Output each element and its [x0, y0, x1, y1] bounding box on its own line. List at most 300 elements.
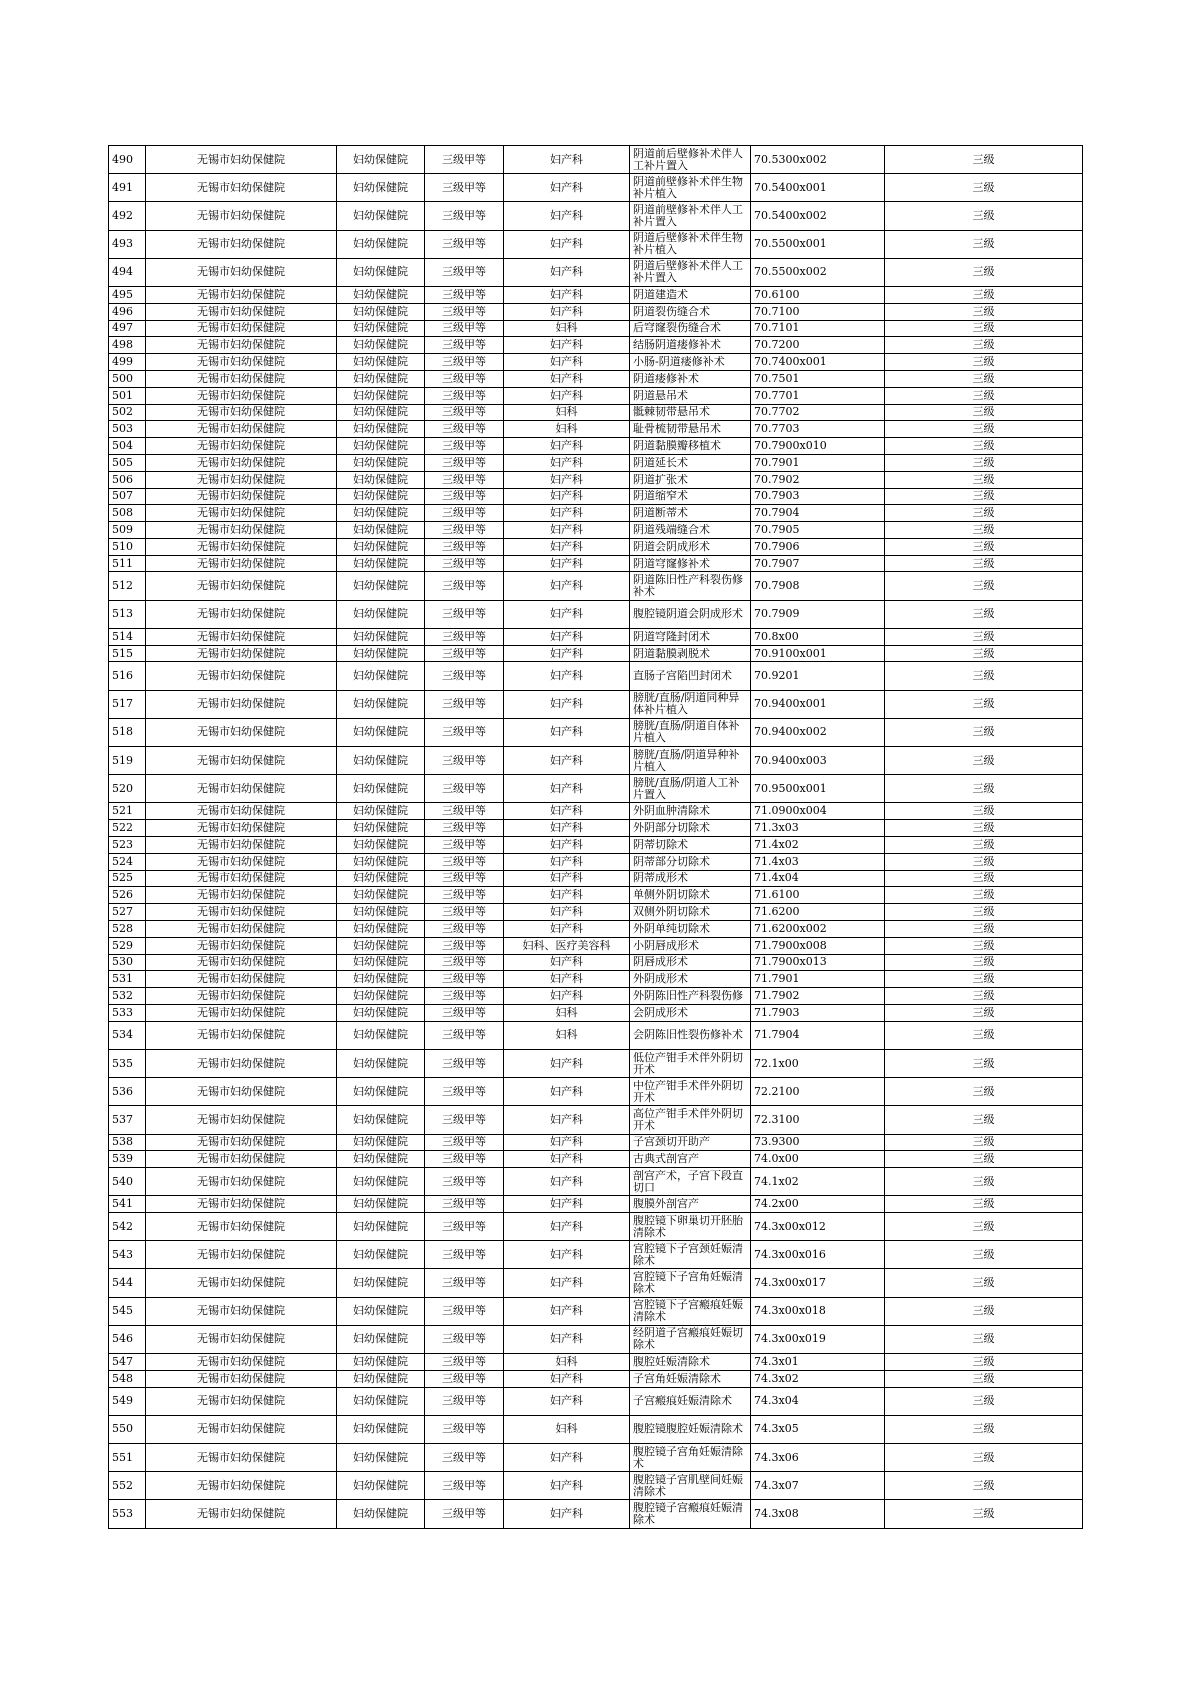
department: 妇产科: [550, 1152, 583, 1166]
hospital-name-cell: [146, 471, 337, 488]
hospital-level-cell: [425, 1106, 504, 1134]
procedure-name-cell: [630, 146, 751, 174]
department-cell: [504, 1472, 630, 1500]
hospital-level: 三级甲等: [442, 208, 486, 222]
row-number: 509: [112, 522, 133, 536]
procedure-code-cell: [751, 572, 885, 600]
hospital-name-cell: [146, 1472, 337, 1500]
procedure-code-cell: [751, 1106, 885, 1134]
department-cell: [504, 538, 630, 555]
hospital-level: 三级甲等: [442, 522, 486, 536]
department: 妇产科: [550, 472, 583, 486]
procedure-code: 70.9500x001: [754, 781, 827, 795]
procedure-code-cell: [751, 747, 885, 775]
department: 妇产科: [550, 781, 583, 795]
institution-type-cell: [337, 690, 425, 718]
hospital-level-cell: [425, 1241, 504, 1269]
surgery-grade-cell: [885, 230, 1083, 258]
institution-type: 妇幼保健院: [353, 1394, 408, 1408]
hospital-name: 无锡市妇幼保健院: [197, 439, 285, 452]
surgery-grade-cell: [885, 370, 1083, 387]
surgery-grade-cell: [885, 454, 1083, 471]
department: 妇产科: [550, 355, 583, 369]
surgery-grade: 三级: [972, 208, 995, 222]
surgery-grade-cell: [885, 1213, 1083, 1241]
hospital-name-cell: [146, 522, 337, 539]
table-row: [109, 387, 1083, 404]
surgery-grade: 三级: [972, 405, 995, 419]
institution-type-cell: [337, 853, 425, 870]
hospital-name-cell: [146, 971, 337, 988]
hospital-level-cell: [425, 303, 504, 320]
hospital-level: 三级甲等: [442, 905, 486, 919]
institution-type: 妇幼保健院: [353, 669, 408, 683]
department-cell: [504, 1387, 630, 1415]
procedure-code: 70.7703: [754, 422, 800, 436]
row-number-cell: [109, 370, 146, 387]
surgery-grade: 三级: [972, 753, 995, 767]
hospital-level-cell: [425, 803, 504, 820]
hospital-name-cell: [146, 1021, 337, 1049]
table-row: [109, 438, 1083, 455]
hospital-level: 三级甲等: [442, 1394, 486, 1408]
procedure-code: 74.3x07: [754, 1478, 799, 1492]
surgery-grade-cell: [885, 1297, 1083, 1325]
table-row: [109, 1415, 1083, 1443]
hospital-level-cell: [425, 454, 504, 471]
row-number: 547: [112, 1354, 133, 1368]
hospital-name-cell: [146, 1269, 337, 1297]
hospital-level-cell: [425, 1443, 504, 1471]
procedure-name: 低位产钳手术伴外阴切开术: [633, 1051, 743, 1076]
institution-type: 妇幼保健院: [353, 1112, 408, 1126]
institution-type: 妇幼保健院: [353, 607, 408, 621]
institution-type-cell: [337, 870, 425, 887]
procedure-code: 74.3x00x018: [754, 1304, 826, 1318]
hospital-level: 三级甲等: [442, 287, 486, 301]
procedure-code-cell: [751, 1078, 885, 1106]
procedure-code-cell: [751, 645, 885, 662]
hospital-level: 三级甲等: [442, 489, 486, 503]
procedure-code-cell: [751, 1387, 885, 1415]
surgery-grade: 三级: [972, 938, 995, 952]
hospital-name: 无锡市妇幼保健院: [197, 371, 285, 385]
hospital-name: 无锡市妇幼保健院: [197, 989, 285, 1003]
hospital-level: 三级甲等: [442, 265, 486, 279]
procedure-name: 阴蒂切除术: [633, 838, 688, 851]
procedure-code: 71.7901: [754, 972, 800, 986]
institution-type: 妇幼保健院: [353, 1219, 408, 1233]
institution-type: 妇幼保健院: [353, 1304, 408, 1318]
procedure-code: 70.5400x002: [754, 208, 827, 222]
hospital-level: 三级甲等: [442, 1354, 486, 1368]
hospital-name: 无锡市妇幼保健院: [197, 921, 285, 935]
hospital-name: 无锡市妇幼保健院: [197, 152, 285, 166]
surgery-grade-cell: [885, 718, 1083, 746]
institution-type: 妇幼保健院: [353, 781, 408, 795]
institution-type: 妇幼保健院: [353, 871, 408, 885]
surgery-grade-cell: [885, 904, 1083, 921]
surgery-grade: 三级: [972, 854, 995, 868]
hospital-level: 三级甲等: [442, 1276, 486, 1290]
surgery-grade-cell: [885, 354, 1083, 371]
hospital-level: 三级甲等: [442, 1371, 486, 1385]
procedure-name: 宫腔镜下子宫角妊娠清除术: [633, 1271, 743, 1296]
table-row: [109, 174, 1083, 202]
institution-type: 妇幼保健院: [353, 989, 408, 1003]
institution-type-cell: [337, 572, 425, 600]
procedure-name-cell: [630, 258, 751, 286]
hospital-level: 三级甲等: [442, 506, 486, 520]
department-cell: [504, 505, 630, 522]
hospital-name: 无锡市妇幼保健院: [197, 265, 285, 279]
department: 妇产科: [550, 237, 583, 251]
surgery-grade: 三级: [972, 1450, 995, 1464]
surgery-grade-cell: [885, 836, 1083, 853]
procedure-name-cell: [630, 1196, 751, 1213]
hospital-name-cell: [146, 454, 337, 471]
institution-type: 妇幼保健院: [353, 455, 408, 469]
department-cell: [504, 522, 630, 539]
hospital-level: 三级甲等: [442, 1084, 486, 1098]
department-cell: [504, 904, 630, 921]
institution-type: 妇幼保健院: [353, 1084, 408, 1098]
procedure-code-cell: [751, 370, 885, 387]
department-cell: [504, 1078, 630, 1106]
department: 妇产科: [550, 388, 583, 402]
procedure-name-cell: [630, 1500, 751, 1528]
department: 妇产科: [550, 455, 583, 469]
surgery-grade-cell: [885, 988, 1083, 1005]
department: 妇产科: [550, 539, 583, 553]
procedure-name: 阴蒂成形术: [633, 872, 688, 885]
hospital-name-cell: [146, 1241, 337, 1269]
institution-type-cell: [337, 1269, 425, 1297]
row-number-cell: [109, 628, 146, 645]
hospital-level-cell: [425, 572, 504, 600]
row-number-cell: [109, 870, 146, 887]
hospital-name: 无锡市妇幼保健院: [197, 607, 285, 621]
row-number: 491: [112, 180, 133, 194]
institution-type-cell: [337, 904, 425, 921]
procedure-code: 72.3100: [754, 1112, 800, 1126]
institution-type-cell: [337, 1151, 425, 1168]
hospital-level-cell: [425, 1472, 504, 1500]
procedure-name: 膀胱/直肠/阴道自体补片植入: [633, 720, 740, 745]
institution-type-cell: [337, 538, 425, 555]
surgery-grade: 三级: [972, 921, 995, 935]
hospital-name-cell: [146, 320, 337, 337]
procedure-code-cell: [751, 471, 885, 488]
hospital-level-cell: [425, 971, 504, 988]
institution-type-cell: [337, 505, 425, 522]
procedure-name: 阴道穹隆封闭术: [633, 630, 710, 643]
department-cell: [504, 421, 630, 438]
surgery-grade: 三级: [972, 804, 995, 818]
hospital-name: 无锡市妇幼保健院: [197, 1422, 285, 1436]
hospital-level: 三级甲等: [442, 669, 486, 683]
procedure-name-cell: [630, 1297, 751, 1325]
procedure-code-cell: [751, 1269, 885, 1297]
institution-type: 妇幼保健院: [353, 1028, 408, 1042]
department: 妇产科: [550, 304, 583, 318]
hospital-level: 三级甲等: [442, 821, 486, 835]
row-number-cell: [109, 1500, 146, 1528]
row-number: 494: [112, 265, 133, 279]
row-number: 498: [112, 338, 133, 352]
row-number: 537: [112, 1112, 133, 1126]
surgery-grade: 三级: [972, 556, 995, 570]
hospital-name: 无锡市妇幼保健院: [197, 237, 285, 251]
institution-type-cell: [337, 1325, 425, 1353]
procedure-name: 阴道黏膜剥脱术: [633, 647, 710, 660]
procedure-code: 70.7200: [754, 338, 800, 352]
surgery-grade-cell: [885, 1168, 1083, 1196]
surgery-grade: 三级: [972, 1056, 995, 1070]
hospital-level: 三级甲等: [442, 1422, 486, 1436]
table-row: [109, 836, 1083, 853]
procedure-name: 宫腔镜下子宫颈妊娠清除术: [633, 1242, 743, 1267]
department-cell: [504, 718, 630, 746]
surgery-grade: 三级: [972, 1506, 995, 1520]
department-cell: [504, 1049, 630, 1077]
hospital-level-cell: [425, 1078, 504, 1106]
table-row: [109, 303, 1083, 320]
institution-type-cell: [337, 354, 425, 371]
procedure-code-cell: [751, 1472, 885, 1500]
table-row: [109, 354, 1083, 371]
department: 妇产科: [550, 837, 583, 851]
procedure-code: 70.7905: [754, 522, 800, 536]
table-row: [109, 1241, 1083, 1269]
surgery-grade: 三级: [972, 489, 995, 503]
row-number: 535: [112, 1056, 133, 1070]
procedure-code-cell: [751, 337, 885, 354]
procedure-code-cell: [751, 1213, 885, 1241]
procedure-code: 74.3x00x017: [754, 1276, 826, 1290]
procedure-name-cell: [630, 1004, 751, 1021]
department: 妇产科: [550, 180, 583, 194]
hospital-level: 三级甲等: [442, 355, 486, 369]
table-row: [109, 230, 1083, 258]
table-row: [109, 1297, 1083, 1325]
procedure-code: 72.1x00: [754, 1056, 799, 1070]
institution-type: 妇幼保健院: [353, 287, 408, 301]
institution-type: 妇幼保健院: [353, 522, 408, 536]
procedure-code: 70.7906: [754, 539, 800, 553]
table-row: [109, 870, 1083, 887]
institution-type-cell: [337, 1472, 425, 1500]
procedure-name: 经阴道子宫瘢痕妊娠切除术: [633, 1327, 743, 1352]
institution-type: 妇幼保健院: [353, 489, 408, 503]
surgery-grade-cell: [885, 1134, 1083, 1151]
procedure-code: 74.3x06: [754, 1450, 799, 1464]
row-number: 546: [112, 1332, 133, 1346]
hospital-level-cell: [425, 1213, 504, 1241]
surgery-grade: 三级: [972, 989, 995, 1003]
institution-type-cell: [337, 421, 425, 438]
surgery-grade: 三级: [972, 629, 995, 643]
department: 妇产科: [550, 607, 583, 621]
institution-type-cell: [337, 600, 425, 628]
procedure-name-cell: [630, 303, 751, 320]
table-row: [109, 1370, 1083, 1387]
table-row: [109, 1106, 1083, 1134]
table-row: [109, 1021, 1083, 1049]
procedure-code: 74.0x00: [754, 1152, 799, 1166]
procedure-code-cell: [751, 454, 885, 471]
hospital-name-cell: [146, 1078, 337, 1106]
row-number-cell: [109, 320, 146, 337]
institution-type-cell: [337, 1021, 425, 1049]
department: 妇产科: [550, 905, 583, 919]
procedure-name-cell: [630, 1168, 751, 1196]
procedure-name: 外阴部分切除术: [633, 822, 710, 835]
hospital-level: 三级甲等: [442, 888, 486, 902]
table-row: [109, 370, 1083, 387]
procedure-name-cell: [630, 421, 751, 438]
row-number-cell: [109, 1415, 146, 1443]
institution-type: 妇幼保健院: [353, 854, 408, 868]
procedure-name: 双侧外阴切除术: [633, 906, 710, 919]
procedure-code-cell: [751, 354, 885, 371]
procedure-name-cell: [630, 803, 751, 820]
procedure-name: 阴道残端缝合术: [633, 523, 710, 536]
row-number-cell: [109, 471, 146, 488]
department-cell: [504, 853, 630, 870]
hospital-name: 无锡市妇幼保健院: [197, 1371, 285, 1385]
procedure-code: 70.7501: [754, 371, 800, 385]
procedure-name: 阴道裂伤缝合术: [633, 305, 710, 318]
table-row: [109, 971, 1083, 988]
row-number-cell: [109, 522, 146, 539]
department: 妇产科: [550, 871, 583, 885]
hospital-level-cell: [425, 645, 504, 662]
department: 妇产科: [550, 1197, 583, 1211]
hospital-name-cell: [146, 1196, 337, 1213]
row-number-cell: [109, 1241, 146, 1269]
hospital-name-cell: [146, 1106, 337, 1134]
row-number: 496: [112, 304, 133, 318]
surgery-grade-cell: [885, 1106, 1083, 1134]
hospital-level-cell: [425, 1269, 504, 1297]
row-number: 518: [112, 725, 133, 739]
department-cell: [504, 320, 630, 337]
surgery-grade: 三级: [972, 781, 995, 795]
surgery-grade: 三级: [972, 1005, 995, 1019]
row-number: 497: [112, 321, 133, 335]
procedure-code-cell: [751, 538, 885, 555]
surgery-grade-cell: [885, 887, 1083, 904]
hospital-name: 无锡市妇幼保健院: [197, 579, 285, 593]
department-cell: [504, 645, 630, 662]
department: 妇科、医疗美容科: [522, 938, 611, 952]
hospital-name: 无锡市妇幼保健院: [197, 405, 285, 419]
table-row: [109, 471, 1083, 488]
surgery-grade: 三级: [972, 1422, 995, 1436]
hospital-level-cell: [425, 988, 504, 1005]
procedure-code-cell: [751, 174, 885, 202]
department-cell: [504, 488, 630, 505]
institution-type: 妇幼保健院: [353, 1005, 408, 1019]
row-number-cell: [109, 538, 146, 555]
department-cell: [504, 1213, 630, 1241]
department: 妇产科: [550, 1394, 583, 1408]
hospital-level: 三级甲等: [442, 921, 486, 935]
procedure-name-cell: [630, 404, 751, 421]
procedure-name: 子宫瘢痕妊娠清除术: [633, 1395, 732, 1408]
hospital-level: 三级甲等: [442, 697, 486, 711]
row-number: 545: [112, 1304, 133, 1318]
procedure-code-cell: [751, 775, 885, 803]
hospital-level-cell: [425, 820, 504, 837]
row-number-cell: [109, 1196, 146, 1213]
hospital-name: 无锡市妇幼保健院: [197, 180, 285, 194]
row-number: 507: [112, 489, 133, 503]
surgery-grade-cell: [885, 1151, 1083, 1168]
row-number-cell: [109, 146, 146, 174]
row-number: 522: [112, 821, 133, 835]
table-row: [109, 600, 1083, 628]
procedure-name: 中位产钳手术伴外阴切开术: [633, 1079, 743, 1104]
institution-type: 妇幼保健院: [353, 1197, 408, 1211]
row-number-cell: [109, 505, 146, 522]
hospital-name: 无锡市妇幼保健院: [197, 629, 285, 643]
hospital-level: 三级甲等: [442, 1056, 486, 1070]
procedure-name: 阴道瘘修补术: [633, 372, 699, 385]
table-row: [109, 337, 1083, 354]
institution-type: 妇幼保健院: [353, 1247, 408, 1261]
institution-type-cell: [337, 202, 425, 230]
surgery-grade-cell: [885, 600, 1083, 628]
surgery-grade: 三级: [972, 522, 995, 536]
department-cell: [504, 690, 630, 718]
row-number: 495: [112, 287, 133, 301]
procedure-name-cell: [630, 354, 751, 371]
row-number: 552: [112, 1478, 133, 1492]
department-cell: [504, 471, 630, 488]
hospital-name-cell: [146, 538, 337, 555]
institution-type-cell: [337, 988, 425, 1005]
institution-type-cell: [337, 718, 425, 746]
hospital-level-cell: [425, 1297, 504, 1325]
procedure-name: 腹腔镜子宫角妊娠清除术: [633, 1445, 743, 1470]
row-number-cell: [109, 718, 146, 746]
procedure-name: 高位产钳手术伴外阴切开术: [633, 1107, 743, 1132]
procedure-code: 71.4x03: [754, 854, 799, 868]
procedure-code-cell: [751, 904, 885, 921]
hospital-name-cell: [146, 775, 337, 803]
hospital-level: 三级甲等: [442, 422, 486, 436]
surgery-grade: 三级: [972, 506, 995, 520]
department-cell: [504, 404, 630, 421]
procedure-name-cell: [630, 320, 751, 337]
department-cell: [504, 988, 630, 1005]
table-row: [109, 146, 1083, 174]
procedure-name-cell: [630, 690, 751, 718]
department: 妇产科: [550, 338, 583, 352]
procedure-code-cell: [751, 146, 885, 174]
procedure-name: 古典式剖宫产: [633, 1153, 699, 1166]
hospital-name-cell: [146, 146, 337, 174]
hospital-level: 三级甲等: [442, 1152, 486, 1166]
table-row: [109, 920, 1083, 937]
procedure-code: 70.9201: [754, 669, 800, 683]
hospital-name: 无锡市妇幼保健院: [197, 1506, 285, 1520]
hospital-level-cell: [425, 904, 504, 921]
institution-type-cell: [337, 1004, 425, 1021]
institution-type-cell: [337, 1213, 425, 1241]
